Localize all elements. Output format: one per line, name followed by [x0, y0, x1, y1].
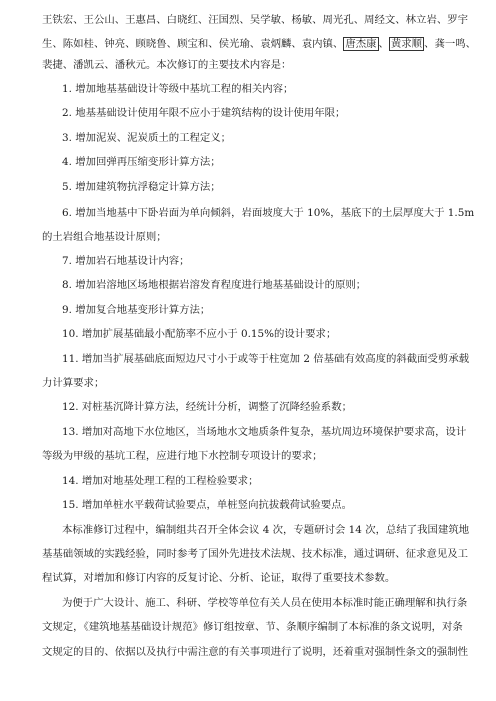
- item-9: 9. 增加复合地基变形计算方法；: [62, 304, 211, 316]
- boxed-name-2: 黄求顺: [390, 38, 423, 50]
- item-11: 11. 增加当扩展基础底面短边尺寸小于或等于柱宽加 2 倍基础有效高度的斜截面受剪承载: [62, 353, 470, 365]
- item-13: 13. 增加对高地下水位地区，当场地水文地质条件复杂，基坑周边环境保护要求高，设计: [62, 426, 467, 438]
- names-line-1: 王铁宏、王公山、王惠昌、白晓红、汪国烈、吴学敏、杨敏、周光孔、周经文、林立岩、罗宇: [42, 14, 469, 26]
- item-6-cont: 的土岩组合地基设计原则；: [42, 231, 167, 243]
- item-1: 1. 增加地基基础设计等级中基坑工程的相关内容；: [62, 83, 294, 95]
- item-13-cont: 等级为甲级的基坑工程，应进行地下水控制专项设计的要求；: [42, 450, 323, 462]
- item-7: 7. 增加岩石地基设计内容；: [62, 255, 190, 267]
- item-10: 10. 增加扩展基础最小配筋率不应小于 0.15%的设计要求；: [62, 328, 337, 340]
- item-6: 6. 增加当地基中下卧岩面为单向倾斜，岩面坡度大于 10%，基底下的土层厚度大于 1.5m: [62, 207, 475, 219]
- item-14: 14. 增加对地基处理工程的工程检验要求；: [62, 475, 259, 487]
- item-5: 5. 增加建筑物抗浮稳定计算方法；: [62, 181, 221, 193]
- item-3: 3. 增加泥炭、泥炭质土的工程定义；: [62, 132, 232, 144]
- names-line-2-start: 生、陈如桂、钟亮、顾晓鲁、顾宝和、侯光瑜、袁炳麟、袁内镇、: [42, 38, 344, 50]
- item-11-cont: 力计算要求；: [42, 377, 105, 389]
- item-12: 12. 对桩基沉降计算方法，经统计分析，调整了沉降经验系数；: [62, 401, 352, 413]
- item-8: 8. 增加岩溶地区场地根据岩溶发育程度进行地基基础设计的原则；: [62, 279, 367, 291]
- item-4: 4. 增加回弹再压缩变形计算方法；: [62, 156, 221, 168]
- paragraph-1-line-2: 基基础领域的实践经验，同时参考了国外先进技术法规、技术标准，通过调研、征求意见及工: [42, 548, 469, 560]
- names-line-2: [42, 37, 477, 51]
- paragraph-2-line-2: 文规定，《建筑地基基础设计规范》修订组按章、节、条顺序编制了本标准的条文说明，对条: [42, 621, 463, 633]
- boxed-name-1: 唐杰康: [345, 38, 377, 50]
- names-line-2-end: 、龚一鸣、: [424, 38, 477, 50]
- paragraph-1-line-1: 本标准修订过程中，编制组共召开全体会议 4 次，专题研讨会 14 次，总结了我国建筑地: [62, 524, 470, 536]
- paragraph-1-line-3: 程试算，对增加和修订内容的反复讨论、分析、论证，取得了重要技术参数。: [42, 572, 396, 584]
- item-15: 15. 增加单桩水平载荷试验要点，单桩竖向抗拔载荷试验要点。: [62, 499, 352, 511]
- item-2: 2. 地基基础设计使用年限不应小于建筑结构的设计使用年限；: [62, 107, 346, 119]
- names-separator: 、: [378, 38, 389, 50]
- names-line-3: 裴捷、潘凯云、潘秋元。本次修订的主要技术内容是：: [42, 59, 292, 71]
- paragraph-2-line-1: 为便于广大设计、施工、科研、学校等单位有关人员在使用本标准时能正确理解和执行条: [62, 597, 468, 609]
- paragraph-2-line-3: 文规定的目的、依据以及执行中需注意的有关事项进行了说明，还着重对强制性条文的强制性: [42, 646, 469, 658]
